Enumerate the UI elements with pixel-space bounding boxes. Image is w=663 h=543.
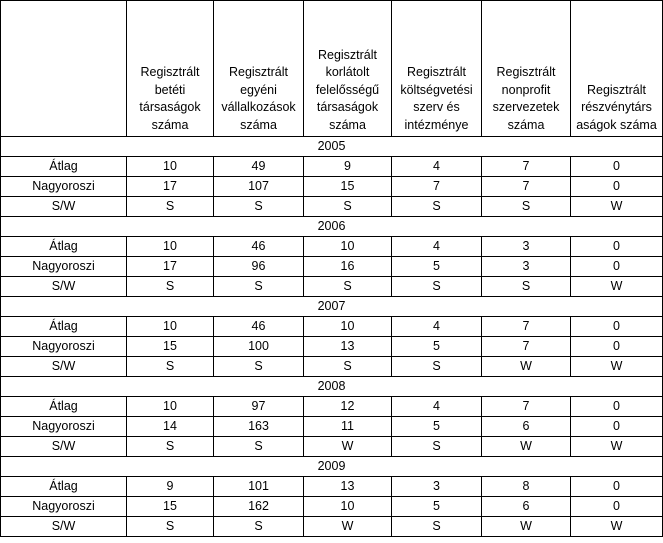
table-cell: 7 bbox=[482, 397, 571, 417]
table-cell: 7 bbox=[482, 337, 571, 357]
table-cell: 4 bbox=[392, 397, 482, 417]
table-cell: 10 bbox=[304, 497, 392, 517]
header-cell bbox=[571, 1, 663, 137]
table-cell: 5 bbox=[392, 417, 482, 437]
header-cell-line: száma bbox=[507, 117, 545, 132]
table-cell: 9 bbox=[127, 477, 214, 497]
table-cell: 46 bbox=[214, 317, 304, 337]
row-label: Átlag bbox=[1, 397, 127, 417]
table-cell: 7 bbox=[482, 177, 571, 197]
header-cell-line: aságok száma bbox=[576, 117, 657, 132]
table-cell: S bbox=[482, 197, 571, 217]
table-cell: 7 bbox=[392, 177, 482, 197]
header-cell-line: betéti bbox=[154, 82, 186, 97]
table-cell: S bbox=[214, 517, 304, 537]
table-cell: S bbox=[214, 277, 304, 297]
table-cell: S bbox=[392, 197, 482, 217]
table-cell: 16 bbox=[304, 257, 392, 277]
table-cell: W bbox=[571, 517, 663, 537]
table-cell: W bbox=[571, 277, 663, 297]
table-cell: 0 bbox=[571, 477, 663, 497]
table-cell: 15 bbox=[304, 177, 392, 197]
row-label: S/W bbox=[1, 357, 127, 377]
header-cell-line: Regisztrált bbox=[228, 65, 289, 79]
table-cell: 10 bbox=[304, 237, 392, 257]
table-row bbox=[1, 197, 663, 217]
table-cell: 3 bbox=[482, 237, 571, 257]
table-cell: 0 bbox=[571, 417, 663, 437]
year-label: 2005 bbox=[1, 137, 663, 157]
header-cell-line: korlátolt bbox=[325, 65, 370, 79]
header-row bbox=[1, 1, 663, 137]
row-label: Átlag bbox=[1, 157, 127, 177]
table-cell: S bbox=[392, 517, 482, 537]
year-label: 2008 bbox=[1, 377, 663, 397]
table-cell: W bbox=[482, 357, 571, 377]
table-cell: S bbox=[127, 197, 214, 217]
table-row bbox=[1, 277, 663, 297]
table-cell: 10 bbox=[127, 237, 214, 257]
table-cell: 10 bbox=[127, 317, 214, 337]
table-cell: 10 bbox=[304, 317, 392, 337]
row-label: Nagyoroszi bbox=[1, 337, 127, 357]
table-cell: 15 bbox=[127, 337, 214, 357]
table-row bbox=[1, 437, 663, 457]
table-row bbox=[1, 257, 663, 277]
header-cell-line: Regisztrált bbox=[496, 65, 556, 79]
table-cell: S bbox=[482, 277, 571, 297]
table-row bbox=[1, 157, 663, 177]
table-cell: 17 bbox=[127, 177, 214, 197]
table-cell: S bbox=[392, 277, 482, 297]
table-cell: W bbox=[304, 437, 392, 457]
row-label: Nagyoroszi bbox=[1, 417, 127, 437]
header-cell-line: szervezetek bbox=[492, 100, 560, 114]
table-cell: 96 bbox=[214, 257, 304, 277]
row-label: Átlag bbox=[1, 477, 127, 497]
year-row bbox=[1, 137, 663, 157]
table-cell: W bbox=[571, 357, 663, 377]
header-cell-line: nonprofit bbox=[501, 82, 551, 97]
table-cell: 9 bbox=[304, 157, 392, 177]
header-cell-line: társaságok bbox=[139, 100, 201, 114]
table-cell: S bbox=[127, 437, 214, 457]
year-label: 2006 bbox=[1, 217, 663, 237]
table-cell: 101 bbox=[214, 477, 304, 497]
table-cell: S bbox=[127, 357, 214, 377]
table-cell: 4 bbox=[392, 157, 482, 177]
year-row bbox=[1, 217, 663, 237]
header-cell-line: részvénytárs bbox=[581, 100, 652, 114]
table-cell: W bbox=[571, 197, 663, 217]
table-cell: S bbox=[214, 197, 304, 217]
year-row bbox=[1, 297, 663, 317]
table-cell: 14 bbox=[127, 417, 214, 437]
table-cell: S bbox=[214, 437, 304, 457]
header-cell-line: Regisztrált bbox=[140, 65, 200, 79]
table-row bbox=[1, 517, 663, 537]
table-cell: 0 bbox=[571, 397, 663, 417]
table-cell: 10 bbox=[127, 157, 214, 177]
table-cell: 97 bbox=[214, 397, 304, 417]
table-cell: 5 bbox=[392, 337, 482, 357]
table-cell: 13 bbox=[304, 477, 392, 497]
table-cell: 107 bbox=[214, 177, 304, 197]
header-cell bbox=[392, 1, 482, 137]
table-cell: 3 bbox=[392, 477, 482, 497]
row-label: S/W bbox=[1, 437, 127, 457]
row-label: S/W bbox=[1, 517, 127, 537]
header-corner-cell bbox=[1, 1, 127, 137]
table-cell: S bbox=[304, 277, 392, 297]
table-row bbox=[1, 397, 663, 417]
header-cell-line: Regisztrált bbox=[317, 47, 378, 62]
table-cell: 0 bbox=[571, 337, 663, 357]
table-cell: S bbox=[392, 357, 482, 377]
table-cell: 100 bbox=[214, 337, 304, 357]
table-cell: 4 bbox=[392, 237, 482, 257]
table-cell: 0 bbox=[571, 177, 663, 197]
table-cell: 17 bbox=[127, 257, 214, 277]
row-label: Nagyoroszi bbox=[1, 257, 127, 277]
table-cell: 3 bbox=[482, 257, 571, 277]
table-cell: 0 bbox=[571, 497, 663, 517]
table-cell: S bbox=[392, 437, 482, 457]
table-cell: 6 bbox=[482, 497, 571, 517]
row-label: Átlag bbox=[1, 237, 127, 257]
header-cell-line: egyéni bbox=[240, 82, 277, 97]
table-cell: 8 bbox=[482, 477, 571, 497]
table-cell: 13 bbox=[304, 337, 392, 357]
table-cell: 5 bbox=[392, 257, 482, 277]
table-body bbox=[1, 137, 663, 537]
table-cell: 0 bbox=[571, 157, 663, 177]
table-row bbox=[1, 177, 663, 197]
table-cell: 162 bbox=[214, 497, 304, 517]
row-label: Nagyoroszi bbox=[1, 497, 127, 517]
table-cell: W bbox=[482, 437, 571, 457]
table-cell: S bbox=[304, 357, 392, 377]
table-row bbox=[1, 477, 663, 497]
table-cell: S bbox=[214, 357, 304, 377]
table-row bbox=[1, 417, 663, 437]
table-row bbox=[1, 337, 663, 357]
header-cell-line: száma bbox=[329, 117, 366, 132]
row-label: Nagyoroszi bbox=[1, 177, 127, 197]
header-cell-line: felelősségű bbox=[315, 82, 380, 97]
header-cell-line: szerv és bbox=[413, 100, 460, 114]
header-cell-line: száma bbox=[151, 117, 189, 132]
table-cell: 10 bbox=[127, 397, 214, 417]
header-cell bbox=[482, 1, 571, 137]
table-cell: W bbox=[571, 437, 663, 457]
table-cell: 7 bbox=[482, 157, 571, 177]
table-cell: 11 bbox=[304, 417, 392, 437]
table-cell: 0 bbox=[571, 317, 663, 337]
row-label: S/W bbox=[1, 277, 127, 297]
table-cell: 12 bbox=[304, 397, 392, 417]
table-row bbox=[1, 357, 663, 377]
header-cell-line: költségvetési bbox=[400, 82, 473, 97]
year-row bbox=[1, 457, 663, 477]
header-cell-line: társaságok bbox=[316, 100, 379, 114]
table-row bbox=[1, 317, 663, 337]
table-cell: 49 bbox=[214, 157, 304, 177]
year-row bbox=[1, 377, 663, 397]
table-cell: S bbox=[127, 277, 214, 297]
table-cell: 163 bbox=[214, 417, 304, 437]
table-cell: W bbox=[482, 517, 571, 537]
header-cell bbox=[304, 1, 392, 137]
table-cell: 7 bbox=[482, 317, 571, 337]
table-cell: S bbox=[304, 197, 392, 217]
year-label: 2007 bbox=[1, 297, 663, 317]
table-row bbox=[1, 237, 663, 257]
table-cell: S bbox=[127, 517, 214, 537]
table-cell: 0 bbox=[571, 237, 663, 257]
table-cell: 0 bbox=[571, 257, 663, 277]
row-label: Átlag bbox=[1, 317, 127, 337]
header-cell bbox=[214, 1, 304, 137]
row-label: S/W bbox=[1, 197, 127, 217]
header-cell-line: Regisztrált bbox=[406, 65, 467, 79]
table-cell: 15 bbox=[127, 497, 214, 517]
header-cell-line: intézménye bbox=[404, 117, 469, 132]
header-cell-line: Regisztrált bbox=[586, 82, 647, 97]
header-cell-line: száma bbox=[240, 117, 277, 132]
table-cell: 46 bbox=[214, 237, 304, 257]
table-cell: 6 bbox=[482, 417, 571, 437]
header-cell bbox=[127, 1, 214, 137]
header-cell-line: vállalkozások bbox=[221, 100, 296, 114]
year-label: 2009 bbox=[1, 457, 663, 477]
table-cell: W bbox=[304, 517, 392, 537]
table-cell: 4 bbox=[392, 317, 482, 337]
table-cell: 5 bbox=[392, 497, 482, 517]
table-row bbox=[1, 497, 663, 517]
